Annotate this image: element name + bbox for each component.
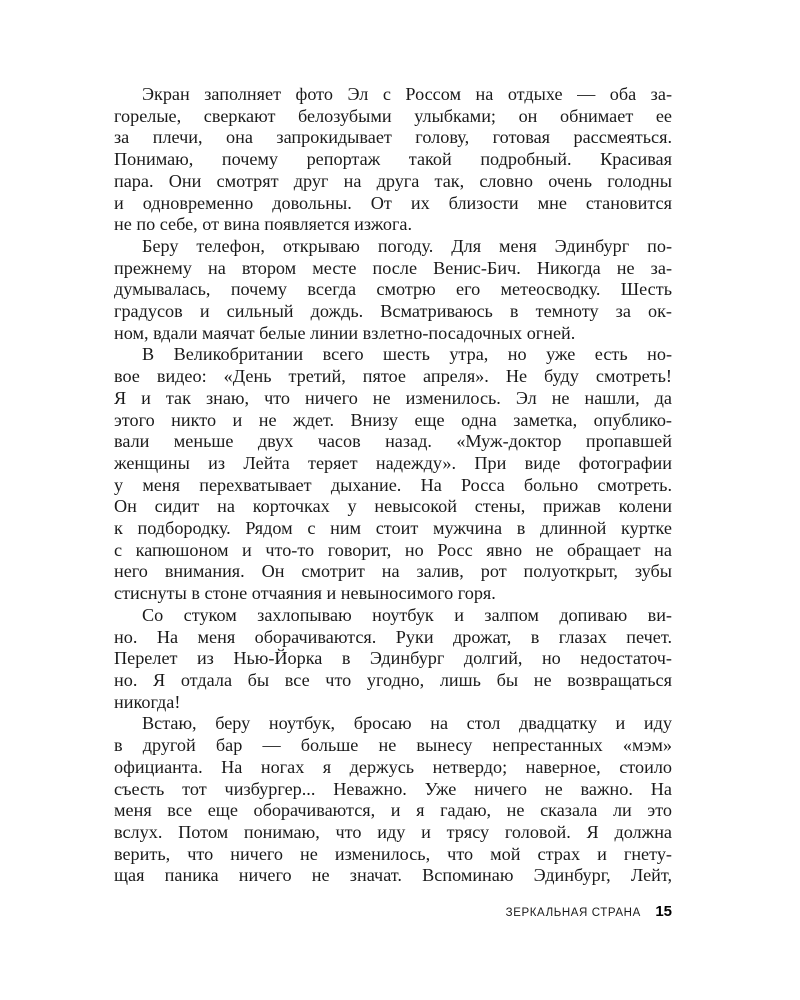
text-line: официанта. На ногах я держусь нетвердо; наверное, стоило (114, 756, 672, 777)
text-line: ном, вдали маячат белые линии взлетно-посадочных огней. (114, 322, 576, 343)
text-line: не по себе, от вина появляется изжога. (114, 214, 413, 235)
text-line: Перелет из Нью-Йорка в Эдинбург долгий, но недостаточ- (114, 648, 672, 669)
text-line: но. На меня оборачиваются. Руки дрожат, в глазах печет. (114, 626, 672, 647)
text-line: Я и так знаю, что ничего не изменилось. Эл не нашли, да (114, 387, 672, 408)
paragraph (114, 605, 672, 714)
text-line: Понимаю, почему репортаж такой подробный. Красивая (114, 149, 672, 170)
paragraph (114, 84, 672, 236)
text-line: вслух. Потом понимаю, что иду и трясу головой. Я должна (114, 821, 672, 842)
text-line: меня все еще оборачиваются, и я гадаю, не сказала ли это (114, 800, 672, 821)
text-line: Беру телефон, открываю погоду. Для меня Эдинбург по- (142, 235, 672, 256)
text-line: пара. Они смотрят друг на друга так, словно очень голодны (114, 170, 672, 191)
text-line: у меня перехватывает дыхание. На Росса больно смотреть. (114, 474, 672, 495)
paragraph (114, 344, 672, 604)
text-line: этого никто и не ждет. Внизу еще одна заметка, опублико- (114, 409, 672, 430)
text-line: него внимания. Он смотрит на залив, рот полуоткрыт, зубы (114, 561, 672, 582)
text-line: съесть тот чизбургер... Неважно. Уже ничего не важно. На (114, 778, 672, 799)
text-line: с капюшоном и что-то говорит, но Росс явно не обращает на (114, 539, 672, 560)
text-line: думывалась, почему всегда смотрю его метеосводку. Шесть (114, 279, 672, 300)
text-line: женщины из Лейта теряет надежду». При виде фотографии (114, 452, 672, 473)
text-line: Встаю, беру ноутбук, бросаю на стол двадцатку и иду (142, 713, 672, 734)
text-line: стиснуты в стоне отчаяния и невыносимого горя. (114, 583, 496, 604)
text-line: никогда! (114, 691, 181, 712)
text-line: но. Я отдала бы все что угодно, лишь бы не возвращаться (114, 669, 672, 690)
page-footer (380, 903, 672, 921)
text-line: горелые, сверкают белозубыми улыбками; он обнимает ее (114, 105, 672, 126)
text-line: в другой бар — больше не вынесу непрестанных «мэм» (114, 735, 672, 756)
text-line: щая паника ничего не значат. Вспоминаю Эдинбург, Лейт, (114, 865, 672, 886)
text-line: за плечи, она запрокидывает голову, готовая рассмеяться. (114, 127, 672, 148)
text-line: Со стуком захлопываю ноутбук и залпом допиваю ви- (142, 604, 672, 625)
running-title: ЗЕРКАЛЬНАЯ СТРАНА (505, 907, 641, 919)
text-line: прежнему на втором месте после Венис-Бич. Никогда не за- (114, 257, 672, 278)
body-text (114, 84, 672, 887)
paragraph (114, 713, 672, 887)
text-line: вое видео: «День третий, пятое апреля». Не буду смотреть! (114, 366, 672, 387)
text-line: вали меньше двух часов назад. «Муж-доктор пропавшей (114, 431, 672, 452)
text-line: к подбородку. Рядом с ним стоит мужчина в длинной куртке (114, 518, 672, 539)
text-line: верить, что ничего не изменилось, что мой страх и гнету- (114, 843, 672, 864)
text-line: и одновременно довольны. От их близости мне становится (114, 192, 672, 213)
page-number: 15 (655, 903, 672, 920)
text-line: В Великобритании всего шесть утра, но уже есть но- (142, 344, 672, 365)
text-line: Он сидит на корточках у невысокой стены, прижав колени (114, 496, 672, 517)
text-line: Экран заполняет фото Эл с Россом на отдыхе — оба за- (142, 84, 672, 104)
text-line: градусов и сильный дождь. Всматриваюсь в темноту за ок- (114, 301, 672, 322)
paragraph (114, 236, 672, 345)
